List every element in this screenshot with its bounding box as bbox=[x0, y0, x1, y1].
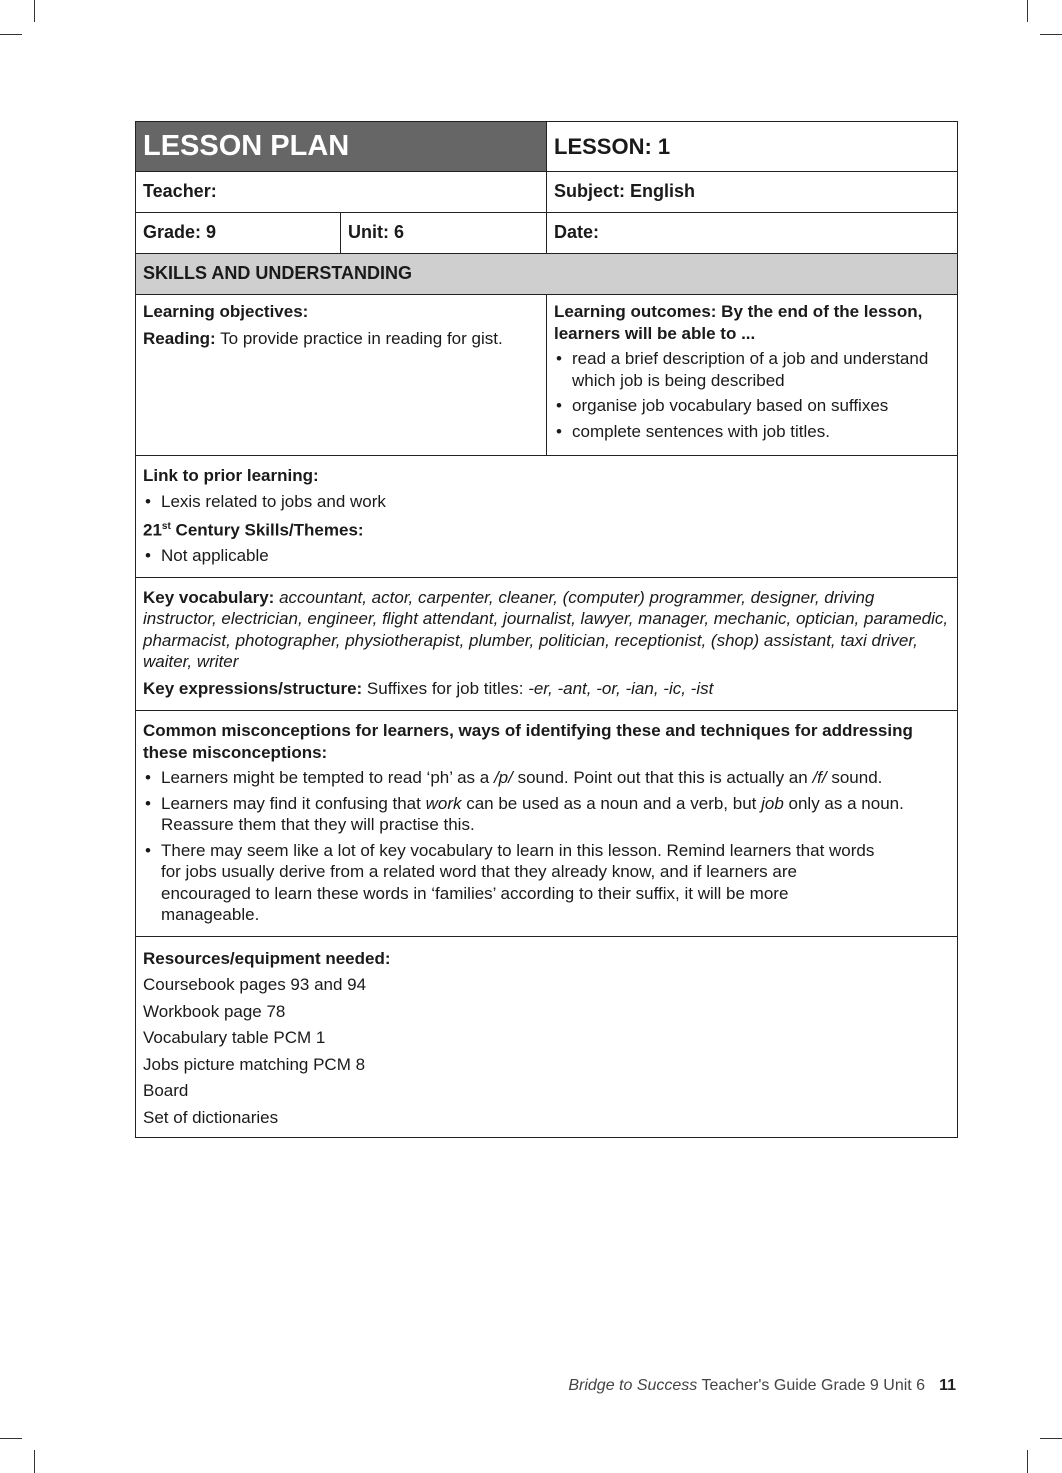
crop-mark bbox=[1040, 1438, 1062, 1439]
text: only as a noun. Reassure them that they will practise this. bbox=[161, 793, 904, 835]
crop-mark bbox=[34, 1450, 35, 1473]
objectives-heading: Learning objectives: bbox=[143, 302, 309, 321]
book-title: Bridge to Success bbox=[568, 1377, 698, 1394]
text: sound. Point out that this is actually an bbox=[512, 768, 813, 788]
objectives-text bbox=[143, 328, 539, 350]
resource-item: Workbook page 78 bbox=[143, 1001, 286, 1021]
vocab-label: Key vocabulary: bbox=[143, 587, 275, 607]
page-footer bbox=[568, 1375, 956, 1397]
outcomes-heading: Learning outcomes: By the end of the lesson, learners will be able to ... bbox=[554, 302, 923, 343]
resource-item: Set of dictionaries bbox=[143, 1107, 279, 1127]
resources bbox=[136, 936, 958, 1138]
crop-mark bbox=[0, 34, 22, 35]
vocab-text bbox=[143, 587, 950, 673]
section-title: SKILLS AND UNDERSTANDING bbox=[136, 254, 958, 295]
crop-mark bbox=[1027, 0, 1028, 22]
list-item: • Lexis related to jobs and work bbox=[143, 491, 950, 513]
list-item: • organise job vocabulary based on suffixes bbox=[554, 395, 950, 417]
expressions-text bbox=[143, 678, 950, 700]
crop-mark bbox=[34, 0, 35, 22]
resource-item: Coursebook pages 93 and 94 bbox=[143, 975, 367, 995]
text: sound. bbox=[826, 768, 883, 788]
text: can be used as a noun and a verb, but bbox=[461, 793, 762, 813]
prior-heading: Link to prior learning: bbox=[143, 466, 319, 485]
footer-text: Teacher's Guide Grade 9 Unit 6 bbox=[697, 1377, 926, 1394]
learning-objectives bbox=[136, 295, 547, 456]
text: Learners might be tempted to read ‘ph’ as a bbox=[161, 768, 494, 788]
subject-field: Subject: English bbox=[547, 172, 958, 213]
skills-rest: Century Skills/Themes: bbox=[170, 520, 364, 540]
text: job bbox=[761, 793, 784, 813]
list-item: • Not applicable bbox=[143, 545, 950, 567]
text: /f/ bbox=[812, 768, 827, 788]
unit-field: Unit: 6 bbox=[341, 213, 547, 254]
resource-item: Board bbox=[143, 1081, 189, 1101]
skills-heading bbox=[143, 516, 950, 541]
list-item bbox=[143, 793, 950, 836]
vocab-words: accountant, actor, carpenter, cleaner, (computer) programmer, designer, driving instructor, electrician, engineer, flight attendant, journalist, lawyer, manager, mechanic, optician, paramedic, pharmacist, photographer, physiotherapist, plumber, politician, receptionist, (shop) assistant, taxi driver, waiter, writer bbox=[143, 587, 949, 672]
skills-num: 21 bbox=[143, 520, 162, 540]
list-item bbox=[143, 767, 950, 789]
crop-mark bbox=[0, 1438, 22, 1439]
expr-text: Suffixes for job titles: bbox=[362, 678, 529, 698]
lesson-plan-title: LESSON PLAN bbox=[136, 122, 547, 172]
list-item: • complete sentences with job titles. bbox=[554, 421, 950, 443]
misconceptions-heading: Common misconceptions for learners, ways of identifying these and techniques for addressing these misconceptions: bbox=[143, 721, 913, 762]
resource-item: Vocabulary table PCM 1 bbox=[143, 1028, 326, 1048]
resources-heading: Resources/equipment needed: bbox=[143, 948, 391, 968]
skills-sup: st bbox=[161, 521, 171, 532]
teacher-field: Teacher: bbox=[136, 172, 547, 213]
text: Learners may find it confusing that bbox=[161, 793, 426, 813]
expr-suffixes: -er, -ant, -or, -ian, -ic, -ist bbox=[528, 678, 714, 698]
objectives-body: To provide practice in reading for gist. bbox=[215, 328, 503, 348]
lesson-number: LESSON: 1 bbox=[547, 122, 958, 172]
objectives-label: Reading: bbox=[143, 328, 216, 348]
text: /p/ bbox=[493, 768, 513, 788]
misconceptions bbox=[136, 711, 958, 937]
list-item: • read a brief description of a job and understand which job is being described bbox=[554, 348, 950, 391]
prior-learning bbox=[136, 456, 958, 578]
date-field: Date: bbox=[547, 213, 958, 254]
grade-field: Grade: 9 bbox=[136, 213, 341, 254]
list-item: • There may seem like a lot of key vocabulary to learn in this lesson. Remind learners that words for jobs usually derive from a related word that they already know, and if learners are encouraged to learn these words in ‘families’ according to their suffix, it will be more manageable. bbox=[143, 840, 950, 926]
crop-mark bbox=[1027, 1450, 1028, 1473]
lesson-plan-table bbox=[135, 121, 958, 1138]
key-vocabulary bbox=[136, 577, 958, 711]
crop-mark bbox=[1040, 34, 1062, 35]
text: work bbox=[425, 793, 462, 813]
page-number: 11 bbox=[939, 1377, 956, 1394]
resource-item: Jobs picture matching PCM 8 bbox=[143, 1054, 366, 1074]
expr-label: Key expressions/structure: bbox=[143, 678, 363, 698]
learning-outcomes bbox=[547, 295, 958, 456]
